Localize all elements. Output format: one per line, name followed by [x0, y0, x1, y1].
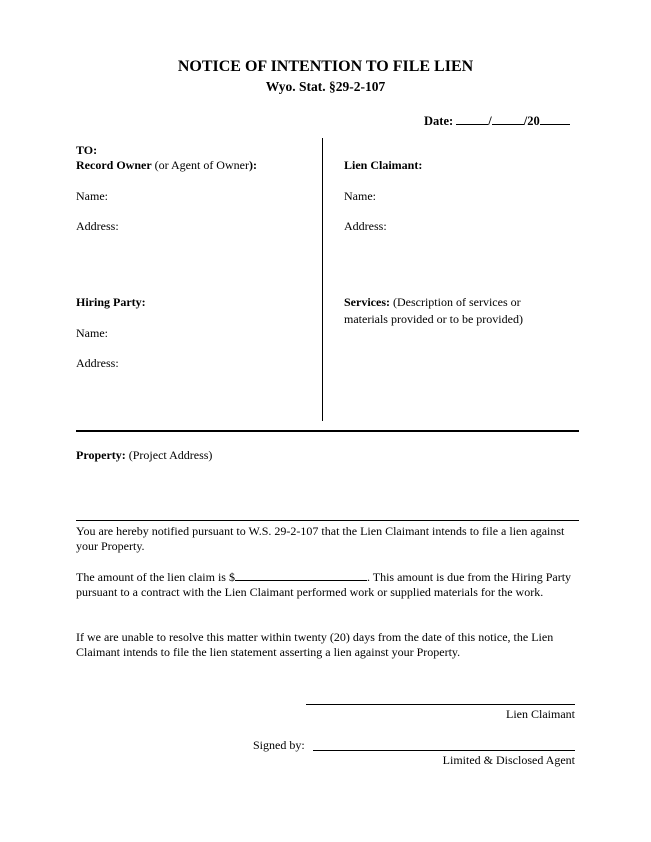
- services-desc-line1: (Description of services or: [389, 295, 521, 309]
- statute-subtitle: Wyo. Stat. §29-2-107: [265, 79, 386, 94]
- date-field: [424, 113, 570, 129]
- services-label: Services:: [344, 295, 390, 309]
- record-owner-label: Record Owner: [76, 158, 152, 172]
- signed-by-label: Signed by:: [253, 738, 305, 752]
- record-owner-colon: ):: [248, 158, 257, 172]
- date-day-blank[interactable]: [492, 113, 524, 125]
- notice-paragraph: You are hereby notified pursuant to W.S. 29-2-107 that the Lien Claimant intends to file a lien against your Property.: [76, 524, 565, 553]
- lien-claimant-signature-line[interactable]: [306, 704, 575, 705]
- agent-caption: Limited & Disclosed Agent: [442, 753, 575, 767]
- hiring-party-label: Hiring Party:: [76, 295, 146, 309]
- property-label: Property:: [76, 448, 126, 462]
- date-month-blank[interactable]: [456, 113, 488, 125]
- form-title: NOTICE OF INTENTION TO FILE LIEN: [177, 58, 474, 75]
- column-divider: [322, 138, 323, 421]
- date-year-prefix: /20: [523, 114, 540, 128]
- signed-by-signature-line[interactable]: [313, 750, 575, 751]
- lien-claimant-caption: Lien Claimant: [506, 707, 575, 721]
- services-desc-line2: materials provided or to be provided): [344, 312, 523, 326]
- claimant-name-label: Name:: [344, 189, 376, 203]
- resolution-paragraph: If we are unable to resolve this matter within twenty (20) days from the date of this notice, the Lien Claimant intends to file the lien statement asserting a lien against your Property.: [76, 630, 554, 659]
- section-divider: [76, 430, 579, 432]
- record-owner-heading: [76, 158, 257, 173]
- date-separator: /: [488, 114, 492, 128]
- lien-claimant-label: Lien Claimant:: [344, 158, 423, 172]
- owner-name-label: Name:: [76, 189, 108, 203]
- amount-suffix: . This amount is due from the Hiring Party pursuant to a contract with the Lien Claimant performed work or supplied materials for the work.: [76, 570, 572, 599]
- date-label: Date:: [424, 114, 454, 128]
- owner-address-label: Address:: [76, 219, 119, 233]
- amount-prefix: The amount of the lien claim is $: [76, 570, 235, 584]
- lien-amount-blank[interactable]: [235, 569, 367, 581]
- record-owner-agent-note: (or Agent of Owner: [151, 158, 249, 172]
- hiring-party-name-label: Name:: [76, 326, 108, 340]
- property-heading: [76, 448, 212, 463]
- claimant-address-label: Address:: [344, 219, 387, 233]
- hiring-party-address-label: Address:: [76, 356, 119, 370]
- property-address-line[interactable]: [76, 520, 579, 521]
- amount-paragraph: [76, 569, 579, 600]
- to-label: TO:: [76, 143, 98, 157]
- property-desc: (Project Address): [125, 448, 213, 462]
- date-year-blank[interactable]: [540, 113, 570, 125]
- services-heading: [344, 295, 521, 310]
